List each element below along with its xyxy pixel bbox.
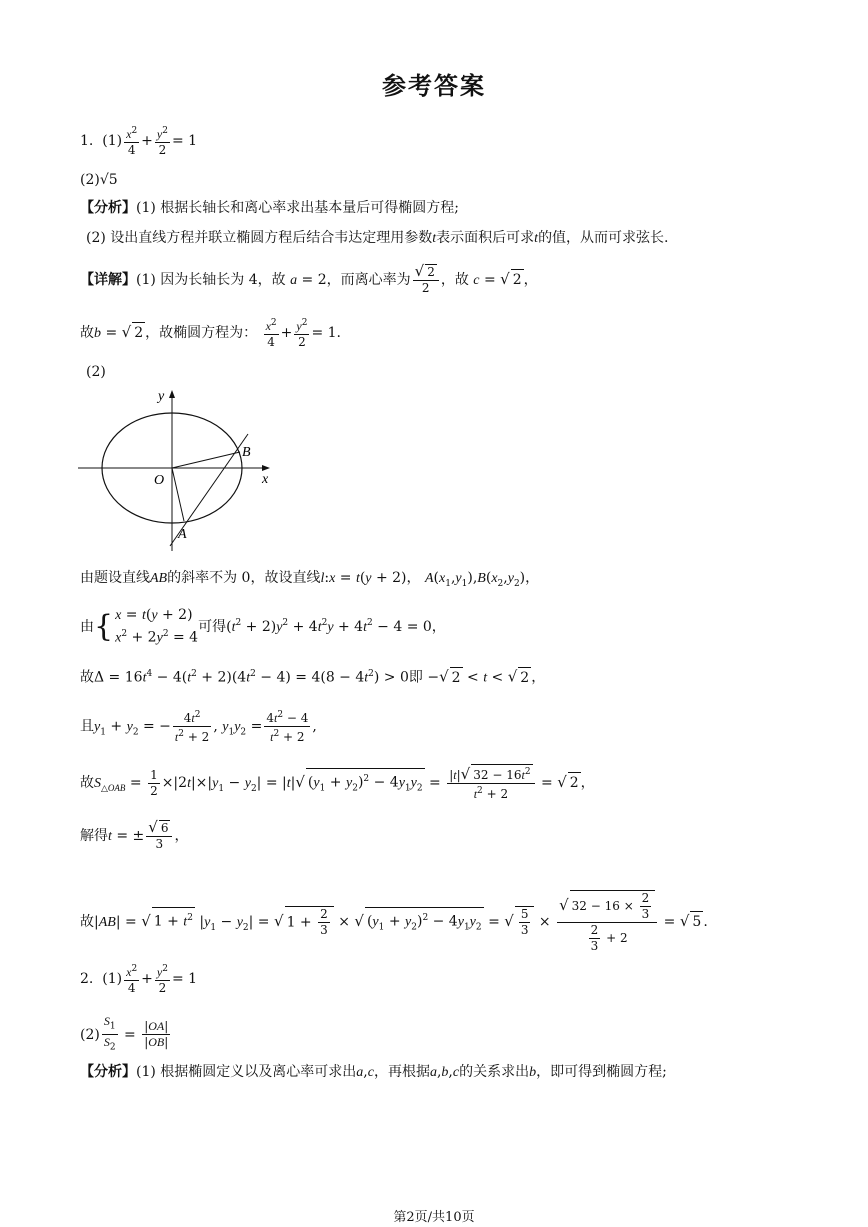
- q1-system: 由{ x = t(y + 2) $x^2 + 2y^2 = 4$可得$(t^2 + 2)y^2 + 4t^2y + 4t^2 - 4 = 0$，: [80, 607, 446, 646]
- label-A: A: [178, 527, 187, 542]
- q1-solve-t: 解得t = ± $\frac{√ 6}{3}$ ，: [80, 818, 189, 851]
- label-O: O: [154, 473, 165, 488]
- q1-detail-1: 【详解】(1) 因为长轴长为 4，故 a = 2，而离心率为 $\frac{√ 2}{2}$ ，故 c = √ 2 ，: [80, 262, 538, 295]
- q1-part2-answer: (2)√5: [80, 172, 118, 188]
- q1-part2-heading: (2): [86, 364, 106, 380]
- q1-chord-length: 故|AB| = √ $1 + t^2$ $|y_1 - y_2|$ = √ 1 + $\frac{2}{3}$ × √ $(y_1 + y_2)^2 - 4y_1y_2$ = √ $\frac{5}{3}$ × √ 32 − 16 × $\frac{2}{3}$ $\frac{2}{3}$ + 2 = √ 5 .: [80, 891, 708, 953]
- label-B: B: [242, 445, 251, 460]
- label-y: y: [158, 389, 165, 404]
- q2-part2-answer: (2) $\frac{S_1}{S_2}$ = $\frac{|OA|}{|OB|}$: [80, 1014, 169, 1053]
- q1-area: 故$S_{\triangle OAB}$ = $\frac{1}{2}$ $\times|2t|\times|y_1 - y_2| = |t|√$ $(y_1 + y_2)^2 - 4y_1y_2$ = $\frac{|t|√ 32 - 16t^2}{t^2 + 2}$ = √ 2 ，: [80, 765, 595, 801]
- q1-analysis-1: 【分析】(1) 根据长轴长和离心率求出基本量后可得椭圆方程;: [80, 200, 459, 216]
- y-axis-arrow: [169, 390, 175, 398]
- q1-vieta: 且$y_1 + y_2$ = − $\frac{4t^2}{t^2 + 2}$ , $y_1y_2$ = $\frac{4t^2 - 4}{t^2 + 2}$ ,: [80, 710, 317, 744]
- page-title: 参考答案: [382, 72, 486, 100]
- q2-part1-answer: 2. (1) $\frac{x^2}{4}$ + $\frac{y^2}{2}$ = 1: [80, 964, 198, 995]
- q2-analysis: 【分析】(1) 根据椭圆定义以及离心率可求出a,c，再根据a,b,c的关系求出b，即可得到椭圆方程;: [80, 1064, 667, 1080]
- segment-OA: [172, 468, 184, 521]
- q1-part1-answer: 1. (1) $\frac{x^2}{4}$ + $\frac{y^2}{2}$ = 1: [80, 126, 198, 157]
- q1-setup-line: 由题设直线AB的斜率不为 0，故设直线l:x = t(y + 2)， $A(x_1,y_1),B(x_2,y_2)$，: [80, 570, 540, 589]
- q1-detail-2: 故b = √ 2 ，故椭圆方程为： $\frac{x^2}{4}$ + $\frac{y^2}{2}$ = 1.: [80, 318, 341, 349]
- x-axis-arrow: [262, 465, 270, 471]
- ellipse-figure: [78, 386, 278, 556]
- page-footer: 第2页/共10页: [393, 1210, 475, 1225]
- q1-delta: 故$\Delta = 16t^4 - 4(t^2 + 2)(4t^2 - 4) = 4(8 - 4t^2) > 0$即 −√ 2 < t < √ 2 ，: [80, 667, 546, 686]
- label-x: x: [262, 472, 269, 487]
- q1-analysis-2: (2) 设出直线方程并联立椭圆方程后结合韦达定理用参数t表示面积后可求t的值，从而可求弦长.: [86, 230, 669, 246]
